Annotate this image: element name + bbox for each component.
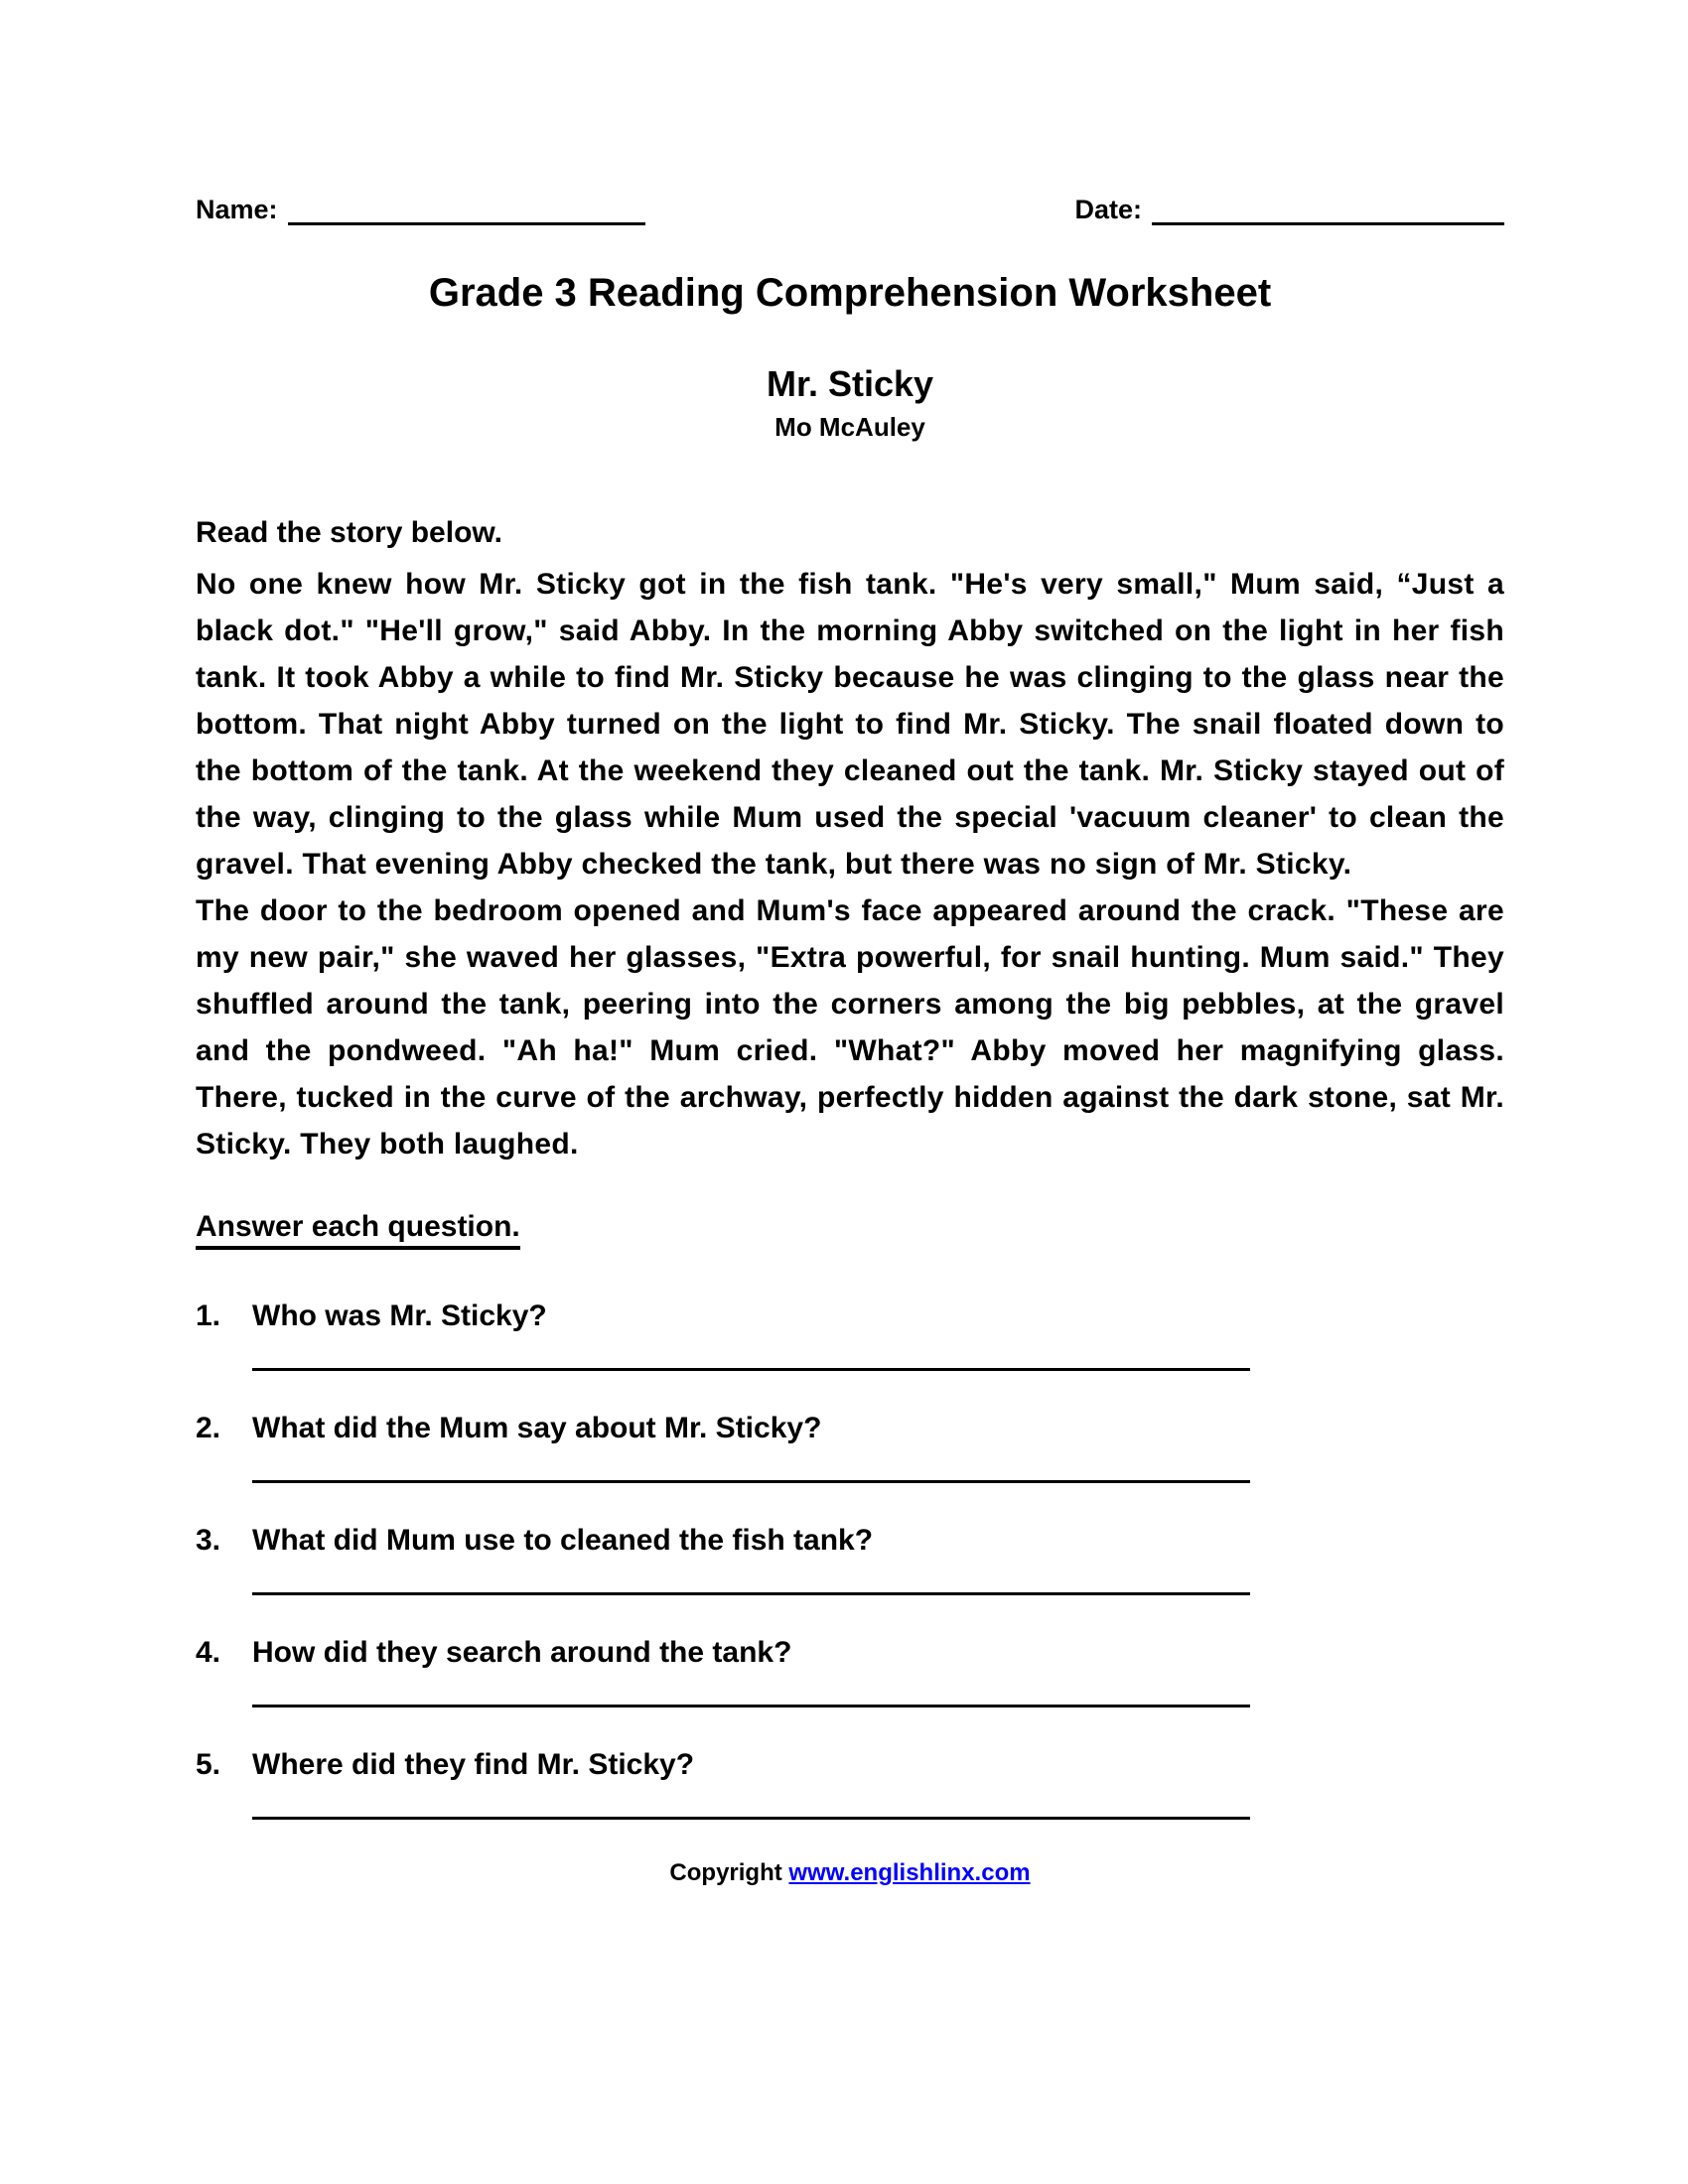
date-blank-line [1152, 197, 1504, 225]
copyright-link[interactable]: www.englishlinx.com [788, 1859, 1031, 1886]
read-instruction: Read the story below. [196, 516, 502, 549]
question-block-3 [196, 1523, 1504, 1595]
questions-list [196, 1298, 1504, 1820]
footer [196, 1859, 1504, 1887]
answer-blank-line [252, 1705, 1250, 1707]
question-text: What did the Mum say about Mr. Sticky? [252, 1412, 822, 1444]
header-row [196, 195, 1504, 225]
question-block-5 [196, 1747, 1504, 1820]
answer-instruction-text: Answer each question. [196, 1210, 520, 1250]
date-field [1074, 195, 1504, 225]
answer-blank-line [252, 1592, 1250, 1595]
question-row [196, 1298, 1504, 1334]
question-row [196, 1635, 1504, 1671]
story-paragraph-1: No one knew how Mr. Sticky got in the fish tank. "He's very small," Mum said, “Just a black dot." "He'll grow," said Abby. In the morning Abby switched on the light in her fish tank. It took Abby a while to find Mr. Sticky because he was clinging to the glass near the bottom. That night Abby turned on the light to find Mr. Sticky. The snail floated down to the bottom of the tank. At the weekend they cleaned out the tank. Mr. Sticky stayed out of the way, clinging to the glass while Mum used the special 'vacuum cleaner' to clean the gravel. That evening Abby checked the tank, but there was no sign of Mr. Sticky. [196, 568, 1504, 881]
question-block-4 [196, 1635, 1504, 1707]
question-text: What did Mum use to cleaned the fish tank? [252, 1524, 874, 1557]
question-row [196, 1747, 1504, 1783]
story-paragraph-2: The door to the bedroom opened and Mum's face appeared around the crack. "These are my new pair," she waved her glasses, "Extra powerful, for snail hunting. Mum said." They shuffled around the tank, peering into the corners among the big pebbles, at the gravel and the pondweed. "Ah ha!" Mum cried. "What?" Abby moved her magnifying glass. There, tucked in the curve of the archway, perfectly hidden against the dark stone, sat Mr. Sticky. They both laughed. [196, 894, 1504, 1160]
question-number: 3. [196, 1524, 221, 1557]
story-title: Mr. Sticky [766, 363, 934, 404]
question-text: Where did they find Mr. Sticky? [252, 1748, 695, 1781]
date-label: Date: [1074, 195, 1142, 224]
answer-blank-line [252, 1480, 1250, 1483]
question-number: 4. [196, 1636, 221, 1669]
question-row [196, 1411, 1504, 1446]
question-row [196, 1523, 1504, 1559]
story-body [196, 561, 1504, 1167]
question-number: 5. [196, 1748, 221, 1781]
answer-blank-line [252, 1368, 1250, 1371]
copyright-label: Copyright [669, 1859, 789, 1886]
question-number: 2. [196, 1412, 221, 1444]
question-block-1 [196, 1298, 1504, 1371]
answer-instruction [196, 1209, 1504, 1245]
question-number: 1. [196, 1299, 221, 1332]
name-field [196, 195, 645, 225]
name-label: Name: [196, 195, 278, 224]
name-blank-line [288, 197, 645, 225]
answer-blank-line [252, 1817, 1250, 1820]
question-text: Who was Mr. Sticky? [252, 1299, 547, 1332]
page-title: Grade 3 Reading Comprehension Worksheet [428, 271, 1272, 315]
story-author: Mo McAuley [774, 412, 925, 442]
question-text: How did they search around the tank? [252, 1636, 792, 1669]
question-block-2 [196, 1411, 1504, 1483]
